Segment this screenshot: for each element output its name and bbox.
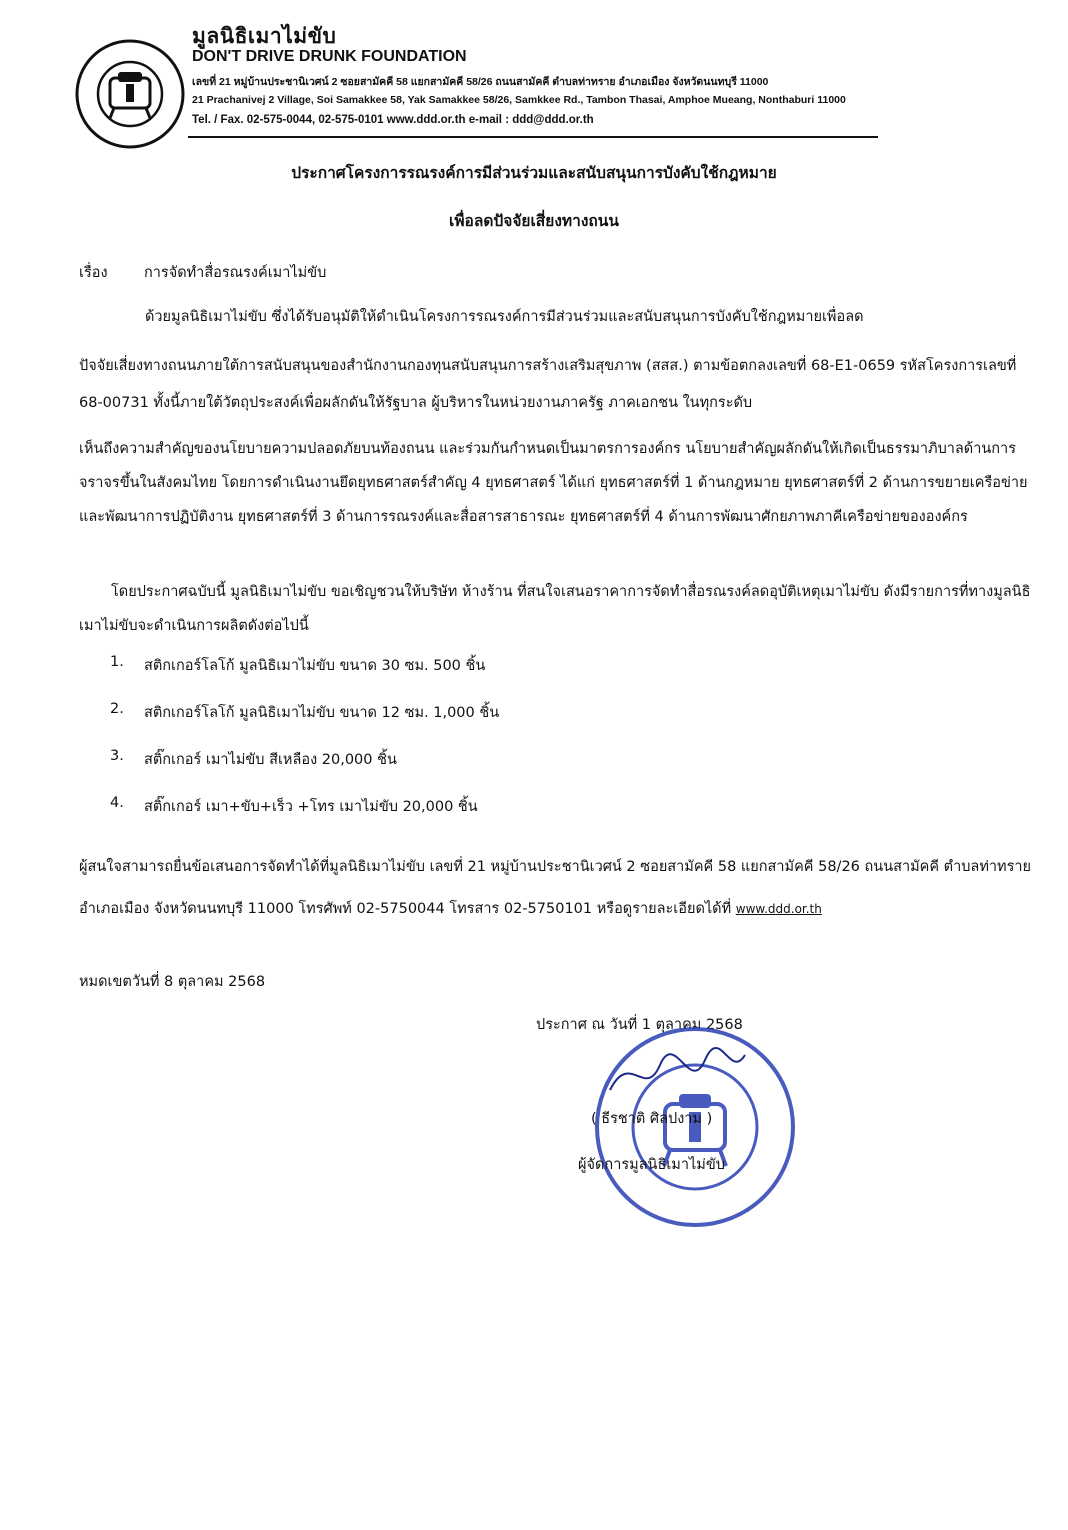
paragraph-strategy: เห็นถึงความสำคัญของนโยบายความปลอดภัยบนท้องถนน และร่วมกันกำหนดเป็นมาตรการองค์กร นโยบายสำคัญผลักดันให้เกิดเป็นธรรมาภิบาลด้านการจราจรขึ้นในสังคมไทย โดยการดำเนินงานยึดยุทธศาสตร์สำคัญ 4 ยุทธศาสตร์ ได้แก่ ยุทธศาสตร์ที่ 1 ด้านกฎหมาย ยุทธศาสตร์ที่ 2 ด้านการขยายเครือข่ายและพัฒนาการปฏิบัติงาน ยุทธศาสตร์ที่ 3 ด้านการรณรงค์และสื่อสารสาธารณะ ยุทธศาสตร์ที่ 4 ด้านการพัฒนาศักยภาพภาคีเครือข่ายขององค์กร [79, 441, 1028, 525]
letterhead-name-en: DON'T DRIVE DRUNK FOUNDATION [192, 48, 467, 65]
deadline: หมดเขตวันที่ 8 ตุลาคม 2568 [79, 974, 266, 990]
announcement-date: ประกาศ ณ วันที่ 1 ตุลาคม 2568 [536, 1017, 743, 1033]
letterhead-address-en: 21 Prachanivej 2 Village, Soi Samakkee 58, Yak Samakkee 58/26, Samkkee Rd., Tambon Thasai, Amphoe Mueang, Nonthaburi 11000 [192, 94, 846, 106]
letterhead-contact: Tel. / Fax. 02-575-0044, 02-575-0101 www.ddd.or.th e-mail : ddd@ddd.or.th [192, 114, 594, 126]
paragraph-funding: ปัจจัยเสี่ยงทางถนนภายใต้การสนับสนุนของสำนักงานกองทุนสนับสนุนการสร้างเสริมสุขภาพ (สสส.) ตามข้อตกลงเลขที่ 68-E1-0659 รหัสโครงการเลขที่ 68-00731 ทั้งนี้ภายใต้วัตถุประสงค์เพื่อผลักดันให้รัฐบาล ผู้บริหารในหน่วยงานภาครัฐ ภาคเอกชน ในทุกระดับ [79, 358, 1017, 411]
contact-paragraph [79, 846, 1039, 930]
letterhead-address-th: เลขที่ 21 หมู่บ้านประชานิเวศน์ 2 ซอยสามัคคี 58 แยกสามัคคี 58/26 ถนนสามัคคี ตำบลท่าทราย อำเภอเมือง จังหวัดนนทบุรี 11000 [192, 76, 769, 88]
paragraph-invitation: โดยประกาศฉบับนี้ มูลนิธิเมาไม่ขับ ขอเชิญชวนให้บริษัท ห้างร้าน ที่สนใจเสนอราคาการจัดทำสื่อรณรงค์ลดอุบัติเหตุเมาไม่ขับ ดังมีรายการที่ทางมูลนิธิเมาไม่ขับจะดำเนินการผลิตดังต่อไปนี้ [79, 584, 1031, 634]
announcement-subtitle: เพื่อลดปัจจัยเสี่ยงทางถนน [449, 212, 619, 230]
item-text: สติกเกอร์โลโก้ มูลนิธิเมาไม่ขับ ขนาด 30 ซม. 500 ชิ้น [144, 658, 486, 674]
foundation-logo [74, 38, 186, 150]
paragraph-intro: ด้วยมูลนิธิเมาไม่ขับ ซึ่งได้รับอนุมัติให้ดำเนินโครงการรณรงค์การมีส่วนร่วมและสนับสนุนการบังคับใช้กฎหมายเพื่อลด [145, 309, 864, 325]
list-item [110, 795, 990, 842]
list-item [110, 748, 990, 795]
item-text: สติ๊กเกอร์ เมาไม่ขับ สีเหลือง 20,000 ชิ้น [144, 752, 397, 768]
list-item [110, 701, 990, 748]
list-item [110, 654, 990, 701]
letterhead-name-th: มูลนิธิเมาไม่ขับ [192, 24, 337, 48]
subject-label: เรื่อง [79, 265, 108, 281]
signer-name: ( ธีรชาติ ศิลปงาม ) [591, 1111, 713, 1127]
item-number: 2. [110, 701, 124, 717]
item-list [110, 654, 990, 842]
item-number: 1. [110, 654, 124, 670]
subject-text: การจัดทำสื่อรณรงค์เมาไม่ขับ [144, 265, 327, 281]
item-number: 3. [110, 748, 124, 764]
item-text: สติกเกอร์โลโก้ มูลนิธิเมาไม่ขับ ขนาด 12 ซม. 1,000 ชิ้น [144, 705, 500, 721]
announcement-title: ประกาศโครงการรณรงค์การมีส่วนร่วมและสนับสนุนการบังคับใช้กฎหมาย [291, 164, 777, 182]
signature-mark [600, 1040, 750, 1110]
letterhead-divider [188, 136, 878, 138]
item-number: 4. [110, 795, 124, 811]
website-link[interactable]: www.ddd.or.th [735, 902, 822, 916]
item-text: สติ๊กเกอร์ เมา+ขับ+เร็ว +โทร เมาไม่ขับ 20,000 ชิ้น [144, 799, 478, 815]
contact-text: ผู้สนใจสามารถยื่นข้อเสนอการจัดทำได้ที่มูลนิธิเมาไม่ขับ เลขที่ 21 หมู่บ้านประชานิเวศน์ 2 ซอยสามัคคี 58 แยกสามัคคี 58/26 ถนนสามัคคี ตำบลท่าทราย อำเภอเมือง จังหวัดนนทบุรี 11000 โทรศัพท์ 02-5750044 โทรสาร 02-5750101 หรือดูรายละเอียดได้ที่ [79, 859, 1032, 917]
signer-title: ผู้จัดการมูลนิธิเมาไม่ขับ [578, 1157, 725, 1173]
